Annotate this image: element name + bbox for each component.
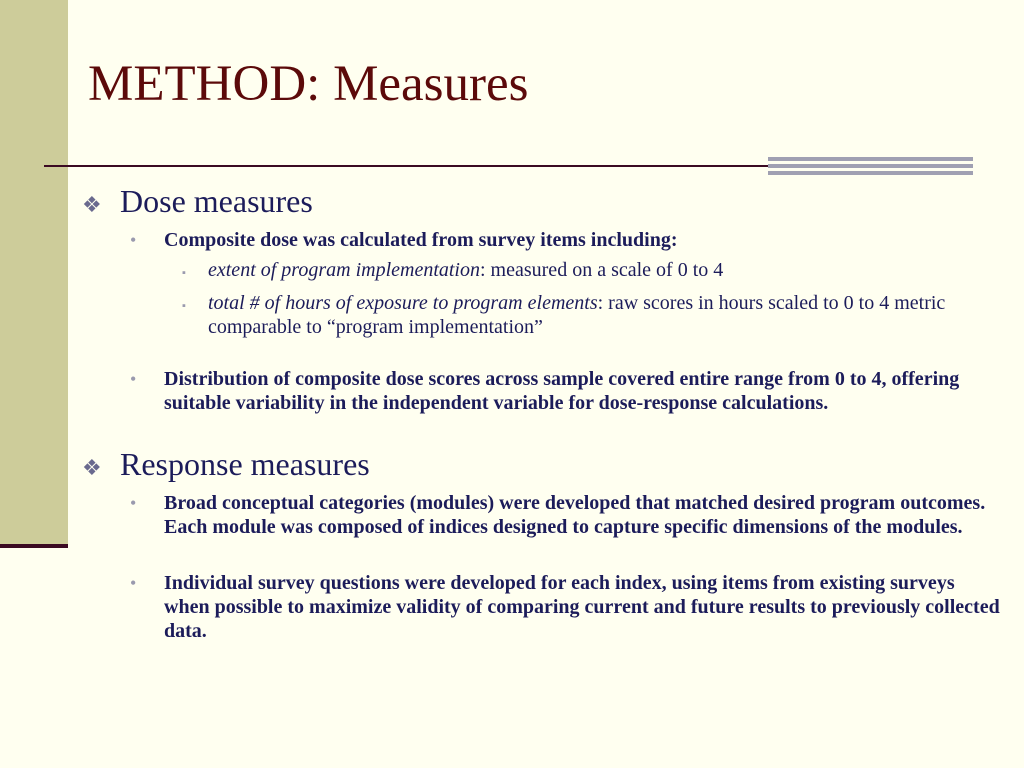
section-heading-dose (80, 182, 1000, 224)
side-band-divider (0, 544, 68, 548)
list-item (80, 228, 1000, 252)
section-heading-label: Dose measures (120, 183, 313, 219)
list-item (80, 367, 1000, 415)
sub-bullet-text: : raw scores in hours scaled to 0 to 4 metric comparable to “program implementation” (208, 292, 946, 338)
slide-title: METHOD: Measures (88, 56, 529, 112)
diamond-cluster-icon: ❖ (82, 192, 102, 217)
bullet-text: Individual survey questions were developed for each index, using items from existing surveys when possible to maximize validity of comparing current and future results to previously collected data. (164, 572, 1000, 642)
sub-bullet-term: total # of hours of exposure to program elements (208, 292, 598, 314)
dot-bullet-icon: • (130, 230, 137, 250)
bullet-text: Distribution of composite dose scores across sample covered entire range from 0 to 4, offering suitable variability in the independent variable for dose-response calculations. (164, 368, 960, 414)
side-band (0, 0, 68, 546)
accent-rule (768, 157, 973, 179)
list-item (80, 291, 1000, 339)
diamond-cluster-icon: ❖ (82, 455, 102, 480)
list-item (80, 258, 1000, 285)
bullet-text: Composite dose was calculated from survey items including: (164, 229, 678, 251)
sub-bullet-term: extent of program implementation (208, 259, 480, 281)
sub-bullet (208, 258, 1000, 282)
slide-body (80, 182, 1000, 643)
dot-bullet-icon: • (130, 573, 137, 593)
section-heading-label: Response measures (120, 446, 370, 482)
sub-bullet (208, 291, 1000, 339)
section-heading-response (80, 445, 1000, 487)
list-item (80, 491, 1000, 539)
square-bullet-icon: ▪ (182, 300, 186, 312)
dot-bullet-icon: • (130, 369, 137, 389)
sub-bullet-text: : measured on a scale of 0 to 4 (480, 259, 724, 281)
list-item (80, 571, 1000, 643)
square-bullet-icon: ▪ (182, 267, 186, 279)
dot-bullet-icon: • (130, 493, 137, 513)
bullet-text: Broad conceptual categories (modules) were developed that matched desired program outcomes. Each module was composed of indices designed to capture specific dimensions of the modules. (164, 492, 986, 538)
